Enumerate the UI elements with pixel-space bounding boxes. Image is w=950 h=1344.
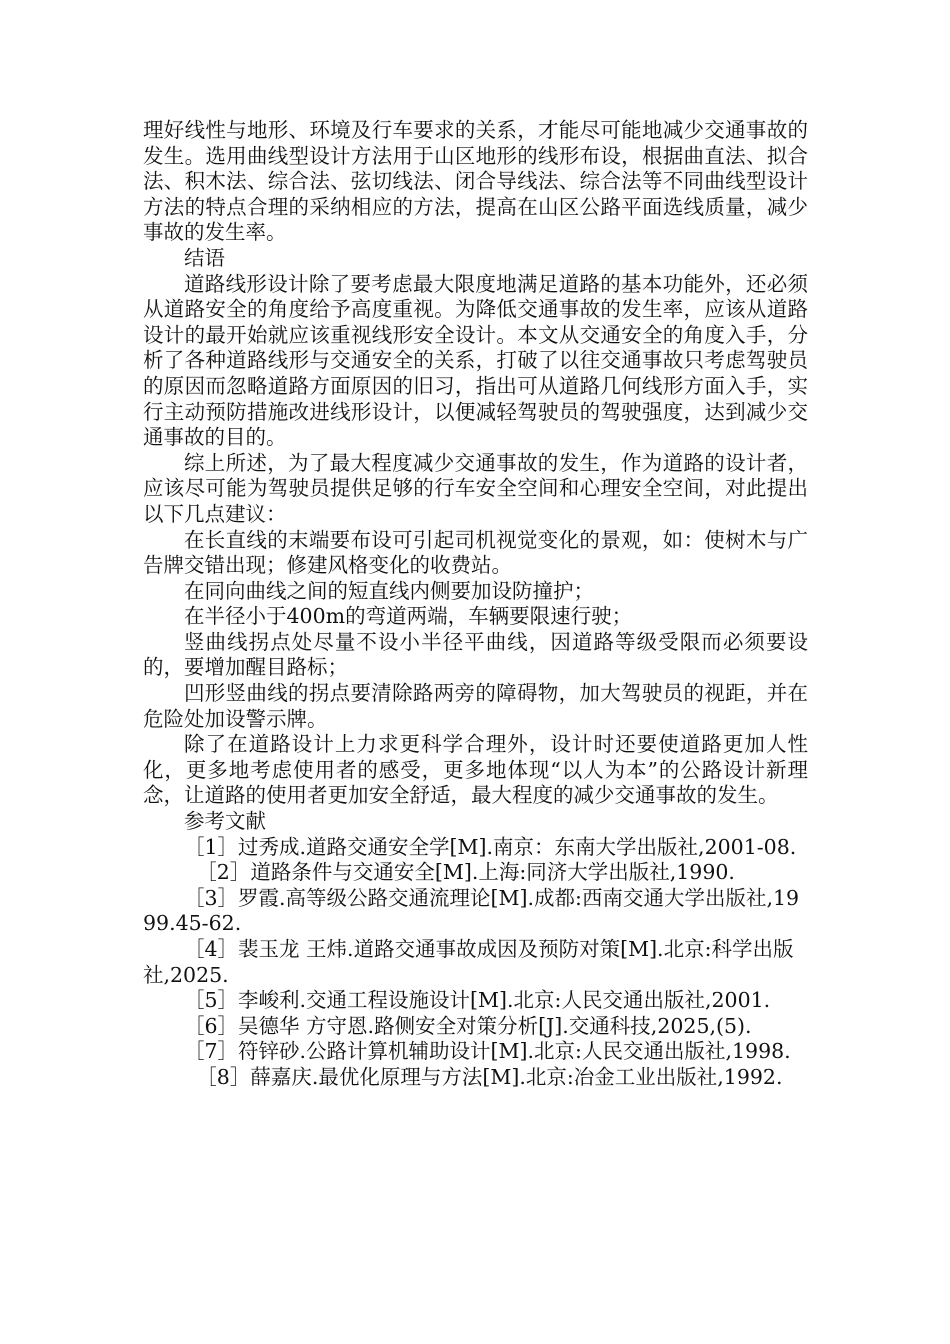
suggestion-item: 在半径小于400m的弯道两端，车辆要限速行驶；: [184, 604, 633, 629]
references-heading: 参考文献: [184, 809, 266, 834]
reference-item: ［6］吴德华 方守恩.路侧安全对策分析[J].交通科技,2025,(5).: [184, 1013, 752, 1038]
document-page: [143, 118, 808, 1091]
suggestion-item: 在同向曲线之间的短直线内侧要加设防撞护；: [184, 578, 594, 603]
reference-item: ［3］罗霞.高等级公路交通流理论[M].成都:西南交通大学出版社,1999.45-62.: [143, 885, 800, 936]
suggestion-item: 竖曲线拐点处尽量不设小半径平曲线，因道路等级受限而必须要设的，要增加醒目路标；: [143, 629, 808, 680]
suggestion-item: 在长直线的末端要布设可引起司机视觉变化的景观，如：使树木与广告牌交错出现；修建风格变化的收费站。: [143, 527, 808, 578]
suggestion-item: 凹形竖曲线的拐点要清除路两旁的障碍物，加大驾驶员的视距，并在危险处加设警示牌。: [143, 681, 808, 731]
closing-paragraph: 除了在道路设计上力求更科学合理外，设计时还要使道路更加人性化，更多地考虑使用者的感受，更多地体现“以人为本”的公路设计新理念，让道路的使用者更加安全舒适，最大程度的减少交通事故的发生。: [143, 732, 808, 808]
reference-item: ［2］道路条件与交通安全[M].上海:同济大学出版社,1990.: [196, 860, 735, 885]
conclusion-paragraph: 道路线形设计除了要考虑最大限度地满足道路的基本功能外，还必须从道路安全的角度给予高度重视。为降低交通事故的发生率，应该从道路设计的最开始就应该重视线形安全设计。本文从交通安全的角度入手，分析了各种道路线形与交通安全的关系，打破了以往交通事故只考虑驾驶员的原因而忽略道路方面原因的旧习，指出可从道路几何线形方面入手，实行主动预防措施改进线形设计，以便减轻驾驶员的驾驶强度，达到减少交通事故的目的。: [143, 271, 808, 450]
reference-item: ［1］过秀成.道路交通安全学[M].南京：东南大学出版社,2001-08.: [184, 834, 797, 859]
intro-paragraph: 理好线性与地形、环境及行车要求的关系，才能尽可能地减少交通事故的发生。选用曲线型设计方法用于山区地形的线形布设，根据曲直法、拟合法、积木法、综合法、弦切线法、闭合导线法、综合法等不同曲线型设计方法的特点合理的采纳相应的方法，提高在山区公路平面选线质量，减少事故的发生率。: [143, 118, 808, 245]
reference-item: ［4］裴玉龙 王炜.道路交通事故成因及预防对策[M].北京:科学出版社,2025.: [143, 937, 794, 987]
reference-item: ［8］薛嘉庆.最优化原理与方法[M].北京:冶金工业出版社,1992.: [196, 1064, 783, 1089]
reference-item: ［5］李峻利.交通工程设施设计[M].北京:人民交通出版社,2001.: [184, 988, 771, 1013]
summary-paragraph: 综上所述，为了最大程度减少交通事故的发生，作为道路的设计者，应该尽可能为驾驶员提供足够的行车安全空间和心理安全空间，对此提出以下几点建议：: [143, 450, 808, 526]
conclusion-heading: 结语: [184, 245, 225, 270]
reference-item: ［7］符锌砂.公路计算机辅助设计[M].北京:人民交通出版社,1998.: [184, 1039, 791, 1064]
